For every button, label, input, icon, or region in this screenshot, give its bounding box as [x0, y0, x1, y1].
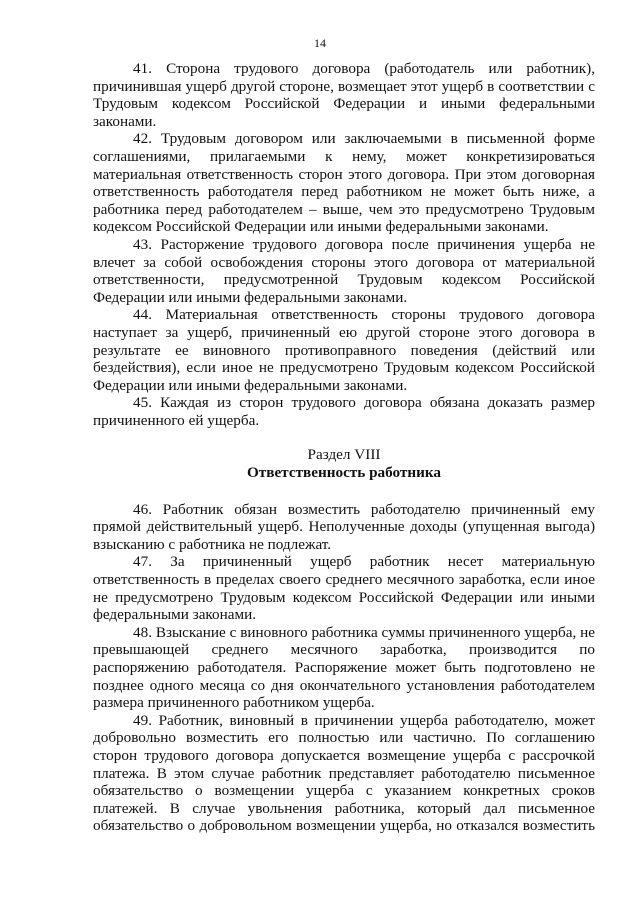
- paragraph-46: 46. Работник обязан возместить работодателю причиненный ему прямой действительный ущерб. Неполученные доходы (упущенная выгода) взысканию с работника не подлежат.: [93, 500, 595, 553]
- paragraph-44: 44. Материальная ответственность стороны трудового договора наступает за ущерб, причиненный ею другой стороне этого договора в результате ее виновного противоправного поведения (действий или бездействия), если иное не предусмотрено Трудовым кодексом Российской Федерации или иными федеральными законами.: [93, 306, 595, 394]
- paragraph-47: 47. За причиненный ущерб работник несет материальную ответственность в пределах своего среднего месячного заработка, если иное не предусмотрено Трудовым кодексом Российской Федерации или иными федеральными законами.: [93, 553, 595, 624]
- page-number: 14: [314, 36, 326, 50]
- section-heading: [93, 446, 595, 481]
- paragraph-42: 42. Трудовым договором или заключаемыми в письменной форме соглашениями, прилагаемыми к нему, может конкретизироваться материальная ответственность сторон этого договора. При этом договорная ответственность работодателя перед работником не может быть ниже, а работника перед работодателем – выше, чем это предусмотрено Трудовым кодексом Российской Федерации или иными федеральными законами.: [93, 130, 595, 236]
- paragraph-49: 49. Работник, виновный в причинении ущерба работодателю, может добровольно возместить его полностью или частично. По соглашению сторон трудового договора допускается возмещение ущерба с рассрочкой платежа. В этом случае работник представляет работодателю письменное обязательство о возмещении ущерба с указанием конкретных сроков платежей. В случае увольнения работника, который дал письменное обязательство о добровольном возмещении ущерба, но отказался возместить: [93, 711, 595, 835]
- paragraph-48: 48. Взыскание с виновного работника суммы причиненного ущерба, не превышающей среднего месячного заработка, производится по распоряжению работодателя. Распоряжение может быть подготовлено не позднее одного месяца со дня окончательного установления работодателем размера причиненного работником ущерба.: [93, 623, 595, 712]
- document-body: [93, 60, 595, 835]
- section-number: Раздел VIII: [307, 446, 381, 464]
- paragraph-43: 43. Расторжение трудового договора после причинения ущерба не влечет за собой освобождения стороны этого договора от материальной ответственности, предусмотренной Трудовым кодексом Российской Федерации или иными федеральными законами.: [93, 235, 595, 306]
- paragraph-41: 41. Сторона трудового договора (работодатель или работник), причинившая ущерб другой стороне, возмещает этот ущерб в соответствии с Трудовым кодексом Российской Федерации и иными федеральными законами.: [93, 60, 595, 130]
- section-title: Ответственность работника: [246, 464, 442, 482]
- paragraph-45: 45. Каждая из сторон трудового договора обязана доказать размер причиненного ей ущерба.: [93, 394, 595, 429]
